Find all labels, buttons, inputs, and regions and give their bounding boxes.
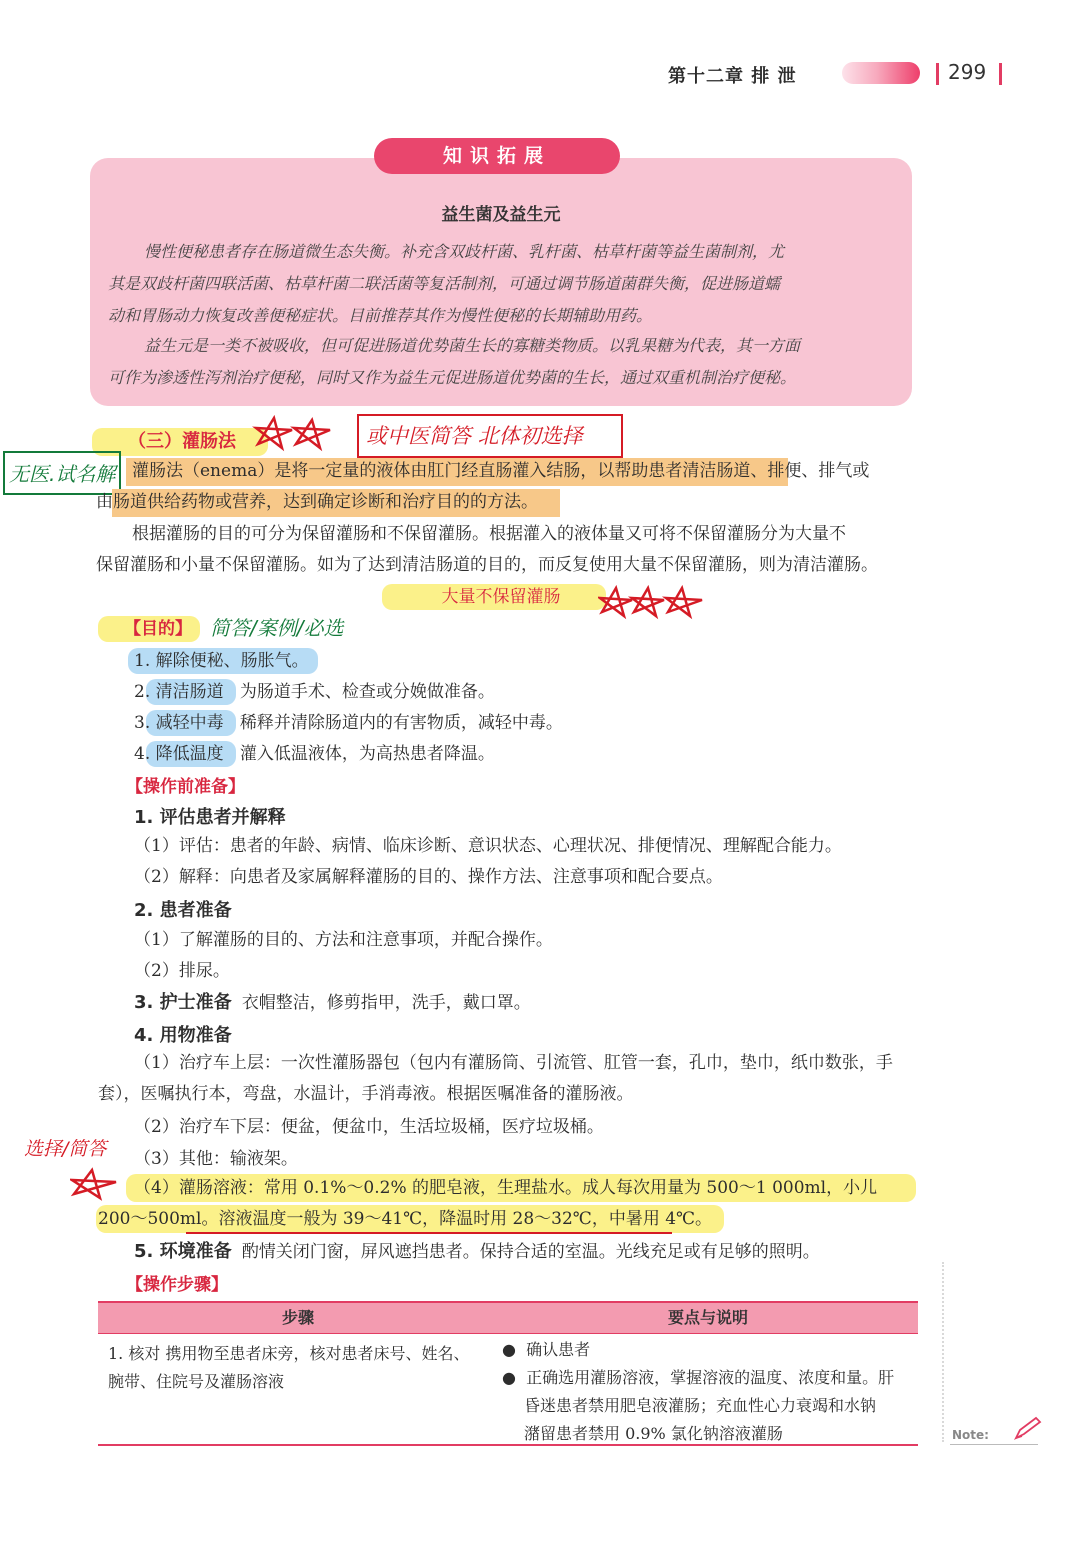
item-text: 稀释并清除肠道内的有害物质，减轻中毒。 — [239, 713, 563, 733]
solution-text: 灌肠溶液：常用 0.1%～0.2% 的肥皂液，生理盐水。成人每次用量为 500～1 000ml，小儿 — [178, 1178, 878, 1198]
prep-heading-2: 2. 患者准备 — [134, 900, 232, 921]
prep-item: 套），医嘱执行本，弯盘，水温计，手消毒液。根据医嘱准备的灌肠液。 — [98, 1084, 634, 1104]
star-mark-icon — [70, 1166, 128, 1202]
text-line: 动和胃肠动力恢复改善便秘症状。目前推荐其作为慢性便秘的长期辅助用药。 — [108, 306, 653, 325]
item-number: 4. — [134, 744, 151, 764]
prep-heading-1: 1. 评估患者并解释 — [134, 807, 286, 828]
paragraph-line: 根据灌肠的目的可分为保留灌肠和不保留灌肠。根据灌入的液体量又可将不保留灌肠分为大量不 — [132, 524, 846, 544]
bullet-icon: ● — [502, 1368, 527, 1387]
text-line: 益生元是一类不被吸收，但可促进肠道优势菌生长的寡糖类物质。以乳果糖为代表，其一方面 — [144, 336, 801, 355]
table-col-header: 要点与说明 — [667, 1308, 748, 1327]
item-text: 为肠道手术、检查或分娩做准备。 — [239, 682, 495, 702]
definition-tail: 。 — [521, 492, 538, 512]
header-divider — [999, 63, 1002, 85]
annotation-solution: 选择/简答 — [24, 1138, 107, 1160]
definition-head: 由 — [96, 492, 113, 512]
definition-line-1 — [132, 455, 869, 487]
purpose-item-2 — [134, 676, 495, 708]
pencil-icon — [1012, 1416, 1042, 1442]
annotation-green-text: 无医.试名解 — [9, 462, 116, 486]
prep-item: （2）排尿。 — [134, 961, 230, 981]
section-heading: （三）灌肠法 — [128, 431, 236, 452]
knowledge-paragraph-1 — [108, 236, 898, 332]
heading-text: 3. 护士准备 — [134, 992, 232, 1013]
underline-red — [186, 1232, 672, 1234]
prep-item: （2）治疗车下层：便盆，便盆巾，生活垃圾桶，医疗垃圾桶。 — [134, 1117, 604, 1137]
table-col-header: 步骤 — [281, 1308, 314, 1327]
heading-desc: 酌情关闭门窗，屏风遮挡患者。保持合适的室温。光线充足或有足够的照明。 — [241, 1242, 820, 1262]
definition-text: 肠道供给药物或营养，达到确定诊断和治疗目的的方法 — [113, 492, 521, 512]
header-divider — [936, 63, 939, 85]
list-item — [502, 1336, 912, 1364]
note-text: 昏迷患者禁用肥皂液灌肠；充血性心力衰竭和水钠 — [524, 1396, 877, 1415]
item-number: 3. — [134, 713, 151, 733]
annotation-purpose: 简答/案例/必选 — [210, 616, 344, 640]
steps-label: 【操作步骤】 — [126, 1275, 228, 1295]
chapter-title: 第十二章 排 泄 — [668, 66, 797, 87]
purpose-item-4 — [134, 738, 495, 770]
table-notes — [502, 1336, 912, 1448]
prep-heading-3 — [134, 987, 531, 1019]
prep-item: （1）了解灌肠的目的、方法和注意事项，并配合操作。 — [134, 930, 553, 950]
solution-line-1 — [134, 1172, 877, 1204]
header-decor-bar — [842, 62, 920, 84]
prep-item: （1）评估：患者的年龄、病情、临床诊断、意识状态、心理状况、排便情况、理解配合能力。 — [134, 836, 842, 856]
note-label: Note: — [952, 1428, 989, 1442]
step-text: 腕带、住院号及灌肠溶液 — [108, 1372, 285, 1391]
list-item — [502, 1364, 912, 1392]
prep-item: （3）其他：输液架。 — [134, 1149, 298, 1169]
definition-tail: 、排便、排气或 — [750, 461, 870, 481]
prep-heading-5 — [134, 1236, 820, 1268]
table-bottom-rule — [98, 1444, 918, 1446]
prep-label: 【操作前准备】 — [126, 777, 245, 797]
item-key: 降低温度 — [155, 744, 224, 764]
purpose-label: 【目的】 — [124, 619, 192, 639]
subheading: 大量不保留灌肠 — [441, 587, 561, 607]
item-number: 2. — [134, 682, 151, 702]
knowledge-box-tab: 知识拓展 — [374, 138, 620, 174]
heading-desc: 衣帽整洁，修剪指甲，洗手，戴口罩。 — [241, 993, 531, 1013]
note-line — [950, 1444, 1038, 1445]
solution-line-2: 200～500ml。溶液温度一般为 39～41℃，降温时用 28～32℃，中暑用 4℃。 — [98, 1209, 713, 1229]
annotation-red-text: 或中医简答 北体初选择 — [366, 424, 583, 448]
table-row — [108, 1340, 469, 1396]
paragraph-line: 保留灌肠和小量不保留灌肠。如为了达到清洁肠道的目的，而反复使用大量不保留灌肠，则为清洁灌肠。 — [96, 555, 878, 575]
item-text: 灌入低温液体，为高热患者降温。 — [239, 744, 495, 764]
knowledge-box-title: 益生菌及益生元 — [441, 205, 561, 225]
note-text: 潴留患者禁用 0.9% 氯化钠溶液灌肠 — [524, 1424, 783, 1443]
prep-item: （2）解释：向患者及家属解释灌肠的目的、操作方法、注意事项和配合要点。 — [134, 867, 723, 887]
item-key: 减轻中毒 — [155, 713, 224, 733]
text-line: 其是双歧杆菌四联活菌、枯草杆菌二联活菌等复活制剂，可通过调节肠道菌群失衡，促进肠道蠕 — [108, 274, 781, 293]
text-line: 可作为渗透性泻剂治疗便秘，同时又作为益生元促进肠道优势菌的生长，通过双重机制治疗便秘。 — [108, 368, 797, 387]
item-key: 清洁肠道 — [155, 682, 224, 702]
star-marks-icon — [598, 582, 708, 622]
heading-text: 5. 环境准备 — [134, 1241, 232, 1262]
table-header-rule — [98, 1333, 918, 1334]
prep-heading-4: 4. 用物准备 — [134, 1025, 232, 1046]
note-text: 确认患者 — [526, 1340, 591, 1359]
knowledge-paragraph-2 — [108, 330, 898, 394]
step-text: 1. 核对 携用物至患者床旁，核对患者床号、姓名、 — [108, 1344, 470, 1363]
prep-item: （1）治疗车上层：一次性灌肠器包（包内有灌肠筒、引流管、肛管一套，孔巾，垫巾，纸巾数张，手 — [134, 1053, 893, 1073]
star-marks-icon — [252, 410, 344, 456]
bullet-icon: ● — [502, 1340, 527, 1359]
page-number: 299 — [948, 60, 987, 84]
item-number: （4） — [134, 1178, 179, 1198]
purpose-item-3 — [134, 707, 563, 739]
note-text: 正确选用灌肠溶液，掌握溶液的温度、浓度和量。肝 — [526, 1368, 895, 1387]
definition-text: 灌肠法（enema）是将一定量的液体由肛门经直肠灌入结肠，以帮助患者清洁肠道 — [132, 461, 751, 481]
margin-dotted-line — [942, 1262, 944, 1442]
purpose-item-1: 1. 解除便秘、肠胀气。 — [134, 651, 309, 671]
definition-line-2 — [96, 486, 538, 518]
text-line: 慢性便秘患者存在肠道微生态失衡。补充含双歧杆菌、乳杆菌、枯草杆菌等益生菌制剂，尤 — [144, 242, 785, 261]
